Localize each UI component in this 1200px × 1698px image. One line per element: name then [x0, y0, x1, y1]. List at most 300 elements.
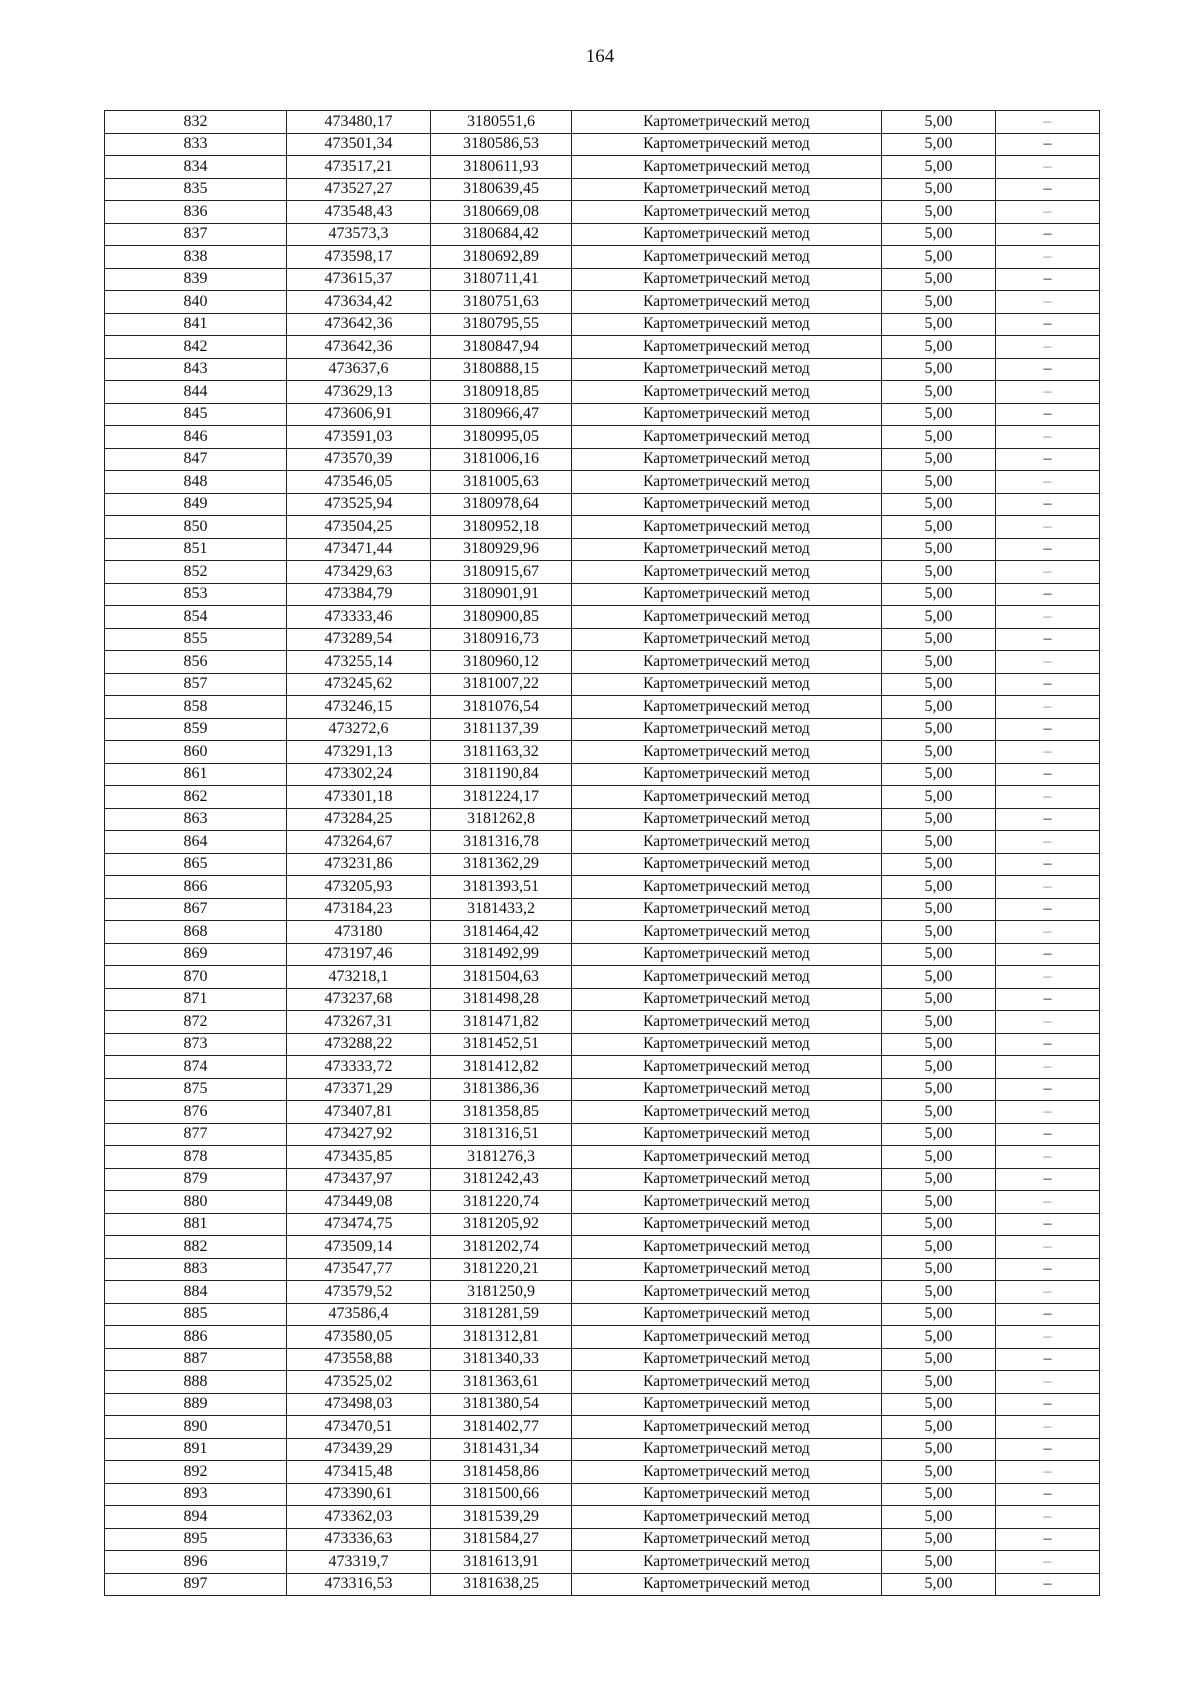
note-cell: – — [996, 246, 1100, 269]
y-coordinate-cell: 3181250,9 — [431, 1281, 572, 1304]
x-coordinate-cell: 473449,08 — [287, 1191, 431, 1214]
note-cell: – — [996, 606, 1100, 629]
point-number-cell: 873 — [105, 1033, 287, 1056]
y-coordinate-cell: 3180952,18 — [431, 516, 572, 539]
accuracy-cell: 5,00 — [882, 358, 996, 381]
note-cell: – — [996, 1033, 1100, 1056]
y-coordinate-cell: 3180795,55 — [431, 313, 572, 336]
method-cell: Картометрический метод — [572, 1011, 882, 1034]
x-coordinate-cell: 473558,88 — [287, 1348, 431, 1371]
table-row — [105, 966, 1100, 989]
y-coordinate-cell: 3181242,43 — [431, 1168, 572, 1191]
x-coordinate-cell: 473255,14 — [287, 651, 431, 674]
point-number-cell: 856 — [105, 651, 287, 674]
y-coordinate-cell: 3181076,54 — [431, 696, 572, 719]
accuracy-cell: 5,00 — [882, 696, 996, 719]
x-coordinate-cell: 473570,39 — [287, 448, 431, 471]
method-cell: Картометрический метод — [572, 156, 882, 179]
point-number-cell: 895 — [105, 1528, 287, 1551]
method-cell: Картометрический метод — [572, 561, 882, 584]
point-number-cell: 885 — [105, 1303, 287, 1326]
y-coordinate-cell: 3180900,85 — [431, 606, 572, 629]
accuracy-cell: 5,00 — [882, 651, 996, 674]
note-cell: – — [996, 696, 1100, 719]
method-cell: Картометрический метод — [572, 358, 882, 381]
x-coordinate-cell: 473579,52 — [287, 1281, 431, 1304]
method-cell: Картометрический метод — [572, 448, 882, 471]
accuracy-cell: 5,00 — [882, 291, 996, 314]
accuracy-cell: 5,00 — [882, 1528, 996, 1551]
y-coordinate-cell: 3181492,99 — [431, 943, 572, 966]
y-coordinate-cell: 3180586,53 — [431, 133, 572, 156]
y-coordinate-cell: 3181312,81 — [431, 1326, 572, 1349]
table-row — [105, 156, 1100, 179]
point-number-cell: 862 — [105, 786, 287, 809]
x-coordinate-cell: 473316,53 — [287, 1573, 431, 1596]
note-cell: – — [996, 1483, 1100, 1506]
note-cell: – — [996, 1236, 1100, 1259]
note-cell: – — [996, 1078, 1100, 1101]
y-coordinate-cell: 3181613,91 — [431, 1551, 572, 1574]
point-number-cell: 875 — [105, 1078, 287, 1101]
table-row — [105, 1506, 1100, 1529]
table-row — [105, 493, 1100, 516]
note-cell: – — [996, 1506, 1100, 1529]
x-coordinate-cell: 473525,02 — [287, 1371, 431, 1394]
table-row — [105, 696, 1100, 719]
y-coordinate-cell: 3181362,29 — [431, 853, 572, 876]
y-coordinate-cell: 3181163,32 — [431, 741, 572, 764]
x-coordinate-cell: 473547,77 — [287, 1258, 431, 1281]
accuracy-cell: 5,00 — [882, 1146, 996, 1169]
accuracy-cell: 5,00 — [882, 718, 996, 741]
y-coordinate-cell: 3181458,86 — [431, 1461, 572, 1484]
x-coordinate-cell: 473336,63 — [287, 1528, 431, 1551]
table-row — [105, 201, 1100, 224]
accuracy-cell: 5,00 — [882, 1371, 996, 1394]
note-cell: – — [996, 651, 1100, 674]
y-coordinate-cell: 3181412,82 — [431, 1056, 572, 1079]
method-cell: Картометрический метод — [572, 133, 882, 156]
x-coordinate-cell: 473642,36 — [287, 336, 431, 359]
method-cell: Картометрический метод — [572, 1528, 882, 1551]
accuracy-cell: 5,00 — [882, 471, 996, 494]
y-coordinate-cell: 3181220,21 — [431, 1258, 572, 1281]
x-coordinate-cell: 473333,46 — [287, 606, 431, 629]
point-number-cell: 853 — [105, 583, 287, 606]
table-row — [105, 291, 1100, 314]
note-cell: – — [996, 133, 1100, 156]
method-cell: Картометрический метод — [572, 898, 882, 921]
point-number-cell: 834 — [105, 156, 287, 179]
table-row — [105, 943, 1100, 966]
x-coordinate-cell: 473245,62 — [287, 673, 431, 696]
accuracy-cell: 5,00 — [882, 1416, 996, 1439]
point-number-cell: 836 — [105, 201, 287, 224]
x-coordinate-cell: 473427,92 — [287, 1123, 431, 1146]
point-number-cell: 882 — [105, 1236, 287, 1259]
point-number-cell: 857 — [105, 673, 287, 696]
method-cell: Картометрический метод — [572, 1506, 882, 1529]
table-row — [105, 1236, 1100, 1259]
method-cell: Картометрический метод — [572, 1461, 882, 1484]
accuracy-cell: 5,00 — [882, 1123, 996, 1146]
y-coordinate-cell: 3181363,61 — [431, 1371, 572, 1394]
y-coordinate-cell: 3181584,27 — [431, 1528, 572, 1551]
y-coordinate-cell: 3180639,45 — [431, 178, 572, 201]
method-cell: Картометрический метод — [572, 1573, 882, 1596]
note-cell: – — [996, 1281, 1100, 1304]
method-cell: Картометрический метод — [572, 763, 882, 786]
accuracy-cell: 5,00 — [882, 1438, 996, 1461]
method-cell: Картометрический метод — [572, 1258, 882, 1281]
point-number-cell: 877 — [105, 1123, 287, 1146]
y-coordinate-cell: 3181316,51 — [431, 1123, 572, 1146]
note-cell: – — [996, 381, 1100, 404]
y-coordinate-cell: 3180995,05 — [431, 426, 572, 449]
point-number-cell: 850 — [105, 516, 287, 539]
method-cell: Картометрический метод — [572, 1146, 882, 1169]
x-coordinate-cell: 473498,03 — [287, 1393, 431, 1416]
note-cell: – — [996, 178, 1100, 201]
table-row — [105, 1348, 1100, 1371]
method-cell: Картометрический метод — [572, 1393, 882, 1416]
y-coordinate-cell: 3181340,33 — [431, 1348, 572, 1371]
method-cell: Картометрический метод — [572, 336, 882, 359]
table-row — [105, 448, 1100, 471]
table-row — [105, 133, 1100, 156]
note-cell: – — [996, 156, 1100, 179]
y-coordinate-cell: 3181393,51 — [431, 876, 572, 899]
y-coordinate-cell: 3181224,17 — [431, 786, 572, 809]
table-row — [105, 111, 1100, 134]
point-number-cell: 845 — [105, 403, 287, 426]
point-number-cell: 840 — [105, 291, 287, 314]
y-coordinate-cell: 3180966,47 — [431, 403, 572, 426]
x-coordinate-cell: 473415,48 — [287, 1461, 431, 1484]
point-number-cell: 889 — [105, 1393, 287, 1416]
table-row — [105, 1101, 1100, 1124]
y-coordinate-cell: 3181500,66 — [431, 1483, 572, 1506]
x-coordinate-cell: 473284,25 — [287, 808, 431, 831]
method-cell: Картометрический метод — [572, 1326, 882, 1349]
point-number-cell: 861 — [105, 763, 287, 786]
note-cell: – — [996, 471, 1100, 494]
point-number-cell: 869 — [105, 943, 287, 966]
accuracy-cell: 5,00 — [882, 853, 996, 876]
note-cell: – — [996, 1371, 1100, 1394]
accuracy-cell: 5,00 — [882, 1551, 996, 1574]
table-row — [105, 1326, 1100, 1349]
x-coordinate-cell: 473580,05 — [287, 1326, 431, 1349]
accuracy-cell: 5,00 — [882, 786, 996, 809]
table-row — [105, 358, 1100, 381]
method-cell: Картометрический метод — [572, 696, 882, 719]
accuracy-cell: 5,00 — [882, 741, 996, 764]
point-number-cell: 866 — [105, 876, 287, 899]
coordinates-table-body — [105, 111, 1100, 1596]
accuracy-cell: 5,00 — [882, 426, 996, 449]
table-row — [105, 1168, 1100, 1191]
table-row — [105, 538, 1100, 561]
point-number-cell: 883 — [105, 1258, 287, 1281]
note-cell: – — [996, 223, 1100, 246]
note-cell: – — [996, 1528, 1100, 1551]
x-coordinate-cell: 473439,29 — [287, 1438, 431, 1461]
y-coordinate-cell: 3180847,94 — [431, 336, 572, 359]
accuracy-cell: 5,00 — [882, 898, 996, 921]
table-row — [105, 1056, 1100, 1079]
table-row — [105, 808, 1100, 831]
note-cell: – — [996, 741, 1100, 764]
accuracy-cell: 5,00 — [882, 381, 996, 404]
table-row — [105, 1393, 1100, 1416]
note-cell: – — [996, 921, 1100, 944]
note-cell: – — [996, 898, 1100, 921]
table-row — [105, 246, 1100, 269]
method-cell: Картометрический метод — [572, 876, 882, 899]
y-coordinate-cell: 3180915,67 — [431, 561, 572, 584]
method-cell: Картометрический метод — [572, 808, 882, 831]
accuracy-cell: 5,00 — [882, 223, 996, 246]
method-cell: Картометрический метод — [572, 111, 882, 134]
point-number-cell: 855 — [105, 628, 287, 651]
point-number-cell: 837 — [105, 223, 287, 246]
x-coordinate-cell: 473546,05 — [287, 471, 431, 494]
accuracy-cell: 5,00 — [882, 988, 996, 1011]
note-cell: – — [996, 1101, 1100, 1124]
point-number-cell: 844 — [105, 381, 287, 404]
point-number-cell: 871 — [105, 988, 287, 1011]
method-cell: Картометрический метод — [572, 831, 882, 854]
note-cell: – — [996, 1213, 1100, 1236]
note-cell: – — [996, 1551, 1100, 1574]
method-cell: Картометрический метод — [572, 718, 882, 741]
point-number-cell: 860 — [105, 741, 287, 764]
note-cell: – — [996, 808, 1100, 831]
note-cell: – — [996, 516, 1100, 539]
method-cell: Картометрический метод — [572, 1213, 882, 1236]
method-cell: Картометрический метод — [572, 178, 882, 201]
x-coordinate-cell: 473642,36 — [287, 313, 431, 336]
table-row — [105, 1011, 1100, 1034]
table-row — [105, 223, 1100, 246]
table-row — [105, 921, 1100, 944]
note-cell: – — [996, 493, 1100, 516]
x-coordinate-cell: 473629,13 — [287, 381, 431, 404]
method-cell: Картометрический метод — [572, 1303, 882, 1326]
x-coordinate-cell: 473197,46 — [287, 943, 431, 966]
x-coordinate-cell: 473319,7 — [287, 1551, 431, 1574]
table-row — [105, 313, 1100, 336]
y-coordinate-cell: 3180929,96 — [431, 538, 572, 561]
point-number-cell: 896 — [105, 1551, 287, 1574]
y-coordinate-cell: 3181316,78 — [431, 831, 572, 854]
method-cell: Картометрический метод — [572, 291, 882, 314]
point-number-cell: 892 — [105, 1461, 287, 1484]
y-coordinate-cell: 3180978,64 — [431, 493, 572, 516]
note-cell: – — [996, 201, 1100, 224]
y-coordinate-cell: 3180751,63 — [431, 291, 572, 314]
table-row — [105, 651, 1100, 674]
accuracy-cell: 5,00 — [882, 1236, 996, 1259]
method-cell: Картометрический метод — [572, 943, 882, 966]
point-number-cell: 872 — [105, 1011, 287, 1034]
accuracy-cell: 5,00 — [882, 763, 996, 786]
accuracy-cell: 5,00 — [882, 1281, 996, 1304]
point-number-cell: 888 — [105, 1371, 287, 1394]
point-number-cell: 886 — [105, 1326, 287, 1349]
note-cell: – — [996, 763, 1100, 786]
method-cell: Картометрический метод — [572, 201, 882, 224]
method-cell: Картометрический метод — [572, 1281, 882, 1304]
point-number-cell: 851 — [105, 538, 287, 561]
y-coordinate-cell: 3181220,74 — [431, 1191, 572, 1214]
table-row — [105, 381, 1100, 404]
point-number-cell: 870 — [105, 966, 287, 989]
note-cell: – — [996, 1573, 1100, 1596]
point-number-cell: 832 — [105, 111, 287, 134]
x-coordinate-cell: 473407,81 — [287, 1101, 431, 1124]
point-number-cell: 852 — [105, 561, 287, 584]
accuracy-cell: 5,00 — [882, 246, 996, 269]
note-cell: – — [996, 336, 1100, 359]
method-cell: Картометрический метод — [572, 1078, 882, 1101]
table-row — [105, 1528, 1100, 1551]
x-coordinate-cell: 473237,68 — [287, 988, 431, 1011]
y-coordinate-cell: 3181386,36 — [431, 1078, 572, 1101]
x-coordinate-cell: 473333,72 — [287, 1056, 431, 1079]
point-number-cell: 843 — [105, 358, 287, 381]
method-cell: Картометрический метод — [572, 268, 882, 291]
y-coordinate-cell: 3181431,34 — [431, 1438, 572, 1461]
point-number-cell: 846 — [105, 426, 287, 449]
accuracy-cell: 5,00 — [882, 1078, 996, 1101]
method-cell: Картометрический метод — [572, 786, 882, 809]
point-number-cell: 894 — [105, 1506, 287, 1529]
accuracy-cell: 5,00 — [882, 1348, 996, 1371]
accuracy-cell: 5,00 — [882, 1056, 996, 1079]
method-cell: Картометрический метод — [572, 921, 882, 944]
point-number-cell: 858 — [105, 696, 287, 719]
method-cell: Картометрический метод — [572, 403, 882, 426]
table-row — [105, 898, 1100, 921]
table-row — [105, 673, 1100, 696]
point-number-cell: 849 — [105, 493, 287, 516]
table-row — [105, 876, 1100, 899]
y-coordinate-cell: 3181006,16 — [431, 448, 572, 471]
x-coordinate-cell: 473591,03 — [287, 426, 431, 449]
point-number-cell: 881 — [105, 1213, 287, 1236]
table-row — [105, 1213, 1100, 1236]
y-coordinate-cell: 3181498,28 — [431, 988, 572, 1011]
table-row — [105, 1416, 1100, 1439]
table-row — [105, 1078, 1100, 1101]
method-cell: Картометрический метод — [572, 538, 882, 561]
x-coordinate-cell: 473371,29 — [287, 1078, 431, 1101]
table-row — [105, 988, 1100, 1011]
table-row — [105, 628, 1100, 651]
accuracy-cell: 5,00 — [882, 201, 996, 224]
point-number-cell: 867 — [105, 898, 287, 921]
note-cell: – — [996, 853, 1100, 876]
method-cell: Картометрический метод — [572, 651, 882, 674]
note-cell: – — [996, 988, 1100, 1011]
accuracy-cell: 5,00 — [882, 1461, 996, 1484]
table-row — [105, 516, 1100, 539]
method-cell: Картометрический метод — [572, 673, 882, 696]
point-number-cell: 879 — [105, 1168, 287, 1191]
note-cell: – — [996, 561, 1100, 584]
note-cell: – — [996, 1416, 1100, 1439]
accuracy-cell: 5,00 — [882, 921, 996, 944]
y-coordinate-cell: 3181504,63 — [431, 966, 572, 989]
point-number-cell: 863 — [105, 808, 287, 831]
y-coordinate-cell: 3181464,42 — [431, 921, 572, 944]
point-number-cell: 847 — [105, 448, 287, 471]
note-cell: – — [996, 718, 1100, 741]
table-row — [105, 1281, 1100, 1304]
x-coordinate-cell: 473474,75 — [287, 1213, 431, 1236]
point-number-cell: 891 — [105, 1438, 287, 1461]
method-cell: Картометрический метод — [572, 741, 882, 764]
note-cell: – — [996, 358, 1100, 381]
point-number-cell: 864 — [105, 831, 287, 854]
accuracy-cell: 5,00 — [882, 538, 996, 561]
y-coordinate-cell: 3181005,63 — [431, 471, 572, 494]
x-coordinate-cell: 473184,23 — [287, 898, 431, 921]
x-coordinate-cell: 473288,22 — [287, 1033, 431, 1056]
table-row — [105, 606, 1100, 629]
accuracy-cell: 5,00 — [882, 156, 996, 179]
y-coordinate-cell: 3180916,73 — [431, 628, 572, 651]
x-coordinate-cell: 473615,37 — [287, 268, 431, 291]
accuracy-cell: 5,00 — [882, 1573, 996, 1596]
y-coordinate-cell: 3180960,12 — [431, 651, 572, 674]
table-row — [105, 178, 1100, 201]
y-coordinate-cell: 3181433,2 — [431, 898, 572, 921]
note-cell: – — [996, 111, 1100, 134]
table-row — [105, 403, 1100, 426]
method-cell: Картометрический метод — [572, 426, 882, 449]
table-row — [105, 1461, 1100, 1484]
accuracy-cell: 5,00 — [882, 1033, 996, 1056]
note-cell: – — [996, 1191, 1100, 1214]
point-number-cell: 848 — [105, 471, 287, 494]
point-number-cell: 868 — [105, 921, 287, 944]
point-number-cell: 839 — [105, 268, 287, 291]
y-coordinate-cell: 3181137,39 — [431, 718, 572, 741]
x-coordinate-cell: 473362,03 — [287, 1506, 431, 1529]
y-coordinate-cell: 3181358,85 — [431, 1101, 572, 1124]
y-coordinate-cell: 3180918,85 — [431, 381, 572, 404]
method-cell: Картометрический метод — [572, 966, 882, 989]
accuracy-cell: 5,00 — [882, 493, 996, 516]
y-coordinate-cell: 3181402,77 — [431, 1416, 572, 1439]
note-cell: – — [996, 448, 1100, 471]
y-coordinate-cell: 3181539,29 — [431, 1506, 572, 1529]
note-cell: – — [996, 786, 1100, 809]
method-cell: Картометрический метод — [572, 988, 882, 1011]
accuracy-cell: 5,00 — [882, 1213, 996, 1236]
x-coordinate-cell: 473573,3 — [287, 223, 431, 246]
note-cell: – — [996, 1461, 1100, 1484]
point-number-cell: 865 — [105, 853, 287, 876]
x-coordinate-cell: 473509,14 — [287, 1236, 431, 1259]
method-cell: Картометрический метод — [572, 1483, 882, 1506]
note-cell: – — [996, 291, 1100, 314]
accuracy-cell: 5,00 — [882, 1168, 996, 1191]
